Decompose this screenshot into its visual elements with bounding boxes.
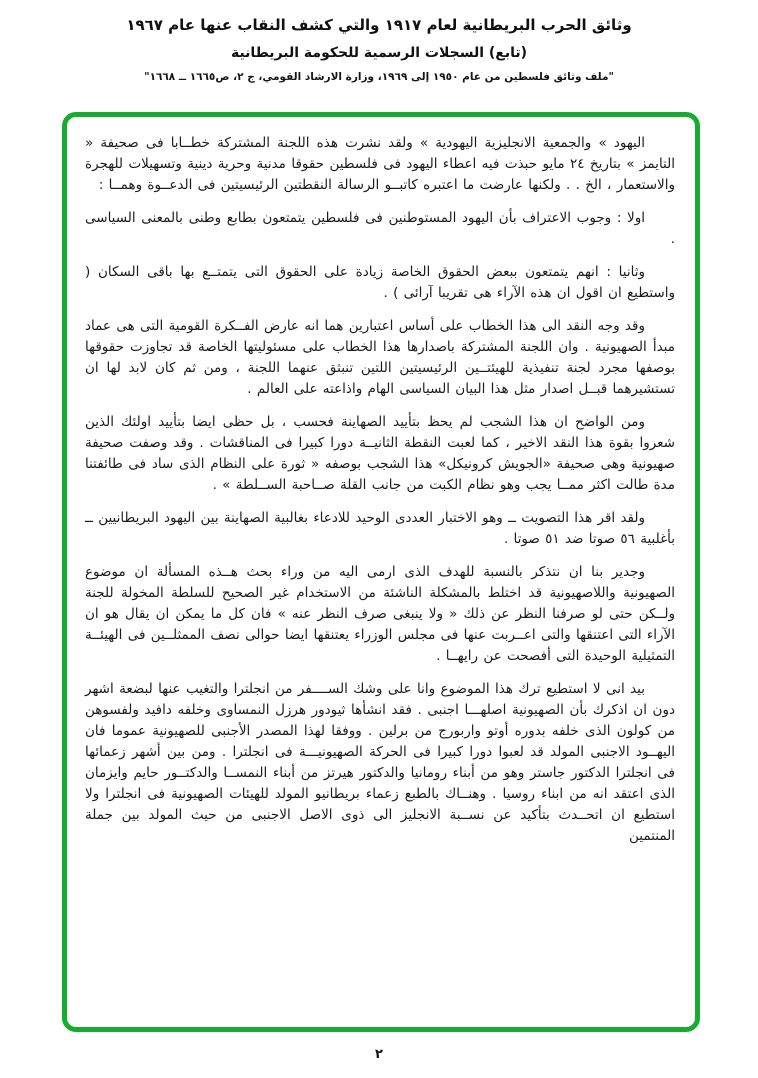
page-number: ٢ — [375, 1047, 383, 1062]
document-frame — [62, 112, 700, 1032]
paragraph: وقد وجه النقد الى هذا الخطاب على أساس اعتبارين هما انه عارض الفــكرة القومية التى هى عماد مبدأ الصهيونية . وان اللجنة المشتركة باصدارها هذا الخطاب على مسئوليتها الخاصة قد تجاوزت حقوقها بوصفها مجرد لجنة تنفيذية للهيئتــين الرئيسيتين اللتين تنبثق عنهما اللجنة ، ومن ثم كان لابد لها ان تستشيرهما قبــل اصدار مثل هذا البيان السياسى الهام واذاعته على العالم . — [85, 318, 675, 397]
document-title: وثائق الحرب البريطانية لعام ١٩١٧ والتي كشف النقاب عنها عام ١٩٦٧ — [126, 16, 632, 34]
paragraph: بيد انى لا استطيع ترك هذا الموضوع وانا على وشك الســــفر من انجلترا والتغيب عنها لبضعة اشهر دون ان اذكرك بأن الصهيونية اصلهـــا اجنبى . فقد انشأها ثيودور هرزل النمساوى وخلفه دافيد ولفسوهن من كولون الذى خلفه بدوره أوتو واربورج من برلين . ووفقا لهذا المصدر الأجنبى للصهيونية عموما فان اليهــود الاجنبى المولد قد لعبوا دورا كبيرا فى الحركة الصهيونيـــة فى انجلترا . ومن بين أشهر زعمائها فى انجلترا الدكتور جاستر وهو من أبناء رومانيا والدكتور هيرتز من أبناء النمســا والدكتــور حايم وايزمان الذى اعتقد انه من ابناء روسيا . وهنــاك بالطبع زعماء بريطانيو المولد للهيئات الصهيونية فى انجلترا ولا استطيع ان اتحــدث بتأكيد عن نســبة الانجليز الى ذوى الاصل الاجنبى من حيث المولد بين جملة المنتمين — [85, 681, 675, 844]
paragraph: ولقد اقر هذا التصويت ــ وهو الاختبار العددى الوحيد للادعاء بغالبية الصهاينة بين اليهود البريطانيين ــ بأغلبية ٥٦ صوتا ضد ٥١ صوتا . — [85, 510, 675, 547]
paragraph: اليهود » والجمعية الانجليزية اليهودية » ولقد نشرت هذه اللجنة المشتركة خطــابا فى صحيفة « التايمز » بتاريخ ٢٤ مايو حبذت فيه اعطاء اليهود فى فلسطين حقوقا مدنية وحرية دينية وتسهيلات للهجرة والاستعمار ، الخ . . ولكنها عارضت ما اعتبره كاتبــو الرسالة النقطتين الرئيسيتين فى الدعــوة وهمــا : — [85, 135, 675, 193]
source-citation: "ملف وثائق فلسطين من عام ١٩٥٠ إلى ١٩٦٩، وزارة الارشاد القومي، ج ٢، ص١٦٦٥ ــ ١٦٦٨" — [144, 71, 614, 83]
paragraph: وثانيا : انهم يتمتعون ببعض الحقوق الخاصة زيادة على الحقوق التى يتمتــع بها باقى السكان ( واستطيع ان اقول ان هذه الآراء هى تقريبا آرائى ) . — [85, 264, 675, 301]
paragraph: اولا : وجوب الاعتراف بأن اليهود المستوطنين فى فلسطين يتمتعون بطابع وطنى بالمعنى السياسى . — [85, 210, 675, 247]
paragraph: وجدير بنا ان نتذكر بالنسبة للهدف الذى ارمى اليه من وراء بحث هــذه المسألة ان موضوع الصهيونية واللاصهيونية قد اختلط بالمشكلة الناشئة من الاستخدام غير الصحيح للسلطة المخولة للجنة ولــكن حتى لو صرفنا النظر عن ذلك « ولا ينبغى صرف النظر عنه » فان كل ما يمكن ان يقال هو ان الآراء التى اعتنقها والتى اعــربت عنها فى مجلس الوزراء يعتنقها ايضا حوالى نصف الممثلــين فى الهيئــة التمثيلية الوحيدة التى أفصحت عن رايهــا . — [85, 564, 675, 664]
document-body — [85, 133, 675, 847]
page-header — [0, 16, 758, 83]
document-subtitle: (تابع) السجلات الرسمية للحكومة البريطانية — [230, 45, 528, 61]
paragraph: ومن الواضح ان هذا الشجب لم يحظ بتأييد الصهاينة فحسب ، بل حظى ايضا بتأييد اولئك الذين شعروا بقوة هذا النقد الاخير ، كما لعبت النقطة الثانيــة دورا كبيرا فى المناقشات . وقد وصفت صحيفة صهيونية وهى صحيفة «الجويش كرونيكل» هذا الشجب بوصفه « ثورة على النظام الذى ساد فى طائفتنا مدة طالت اكثر ممــا يجب وهو نظام الكبت من جانب القلة صــاحبة الســلطة » . — [85, 414, 675, 493]
